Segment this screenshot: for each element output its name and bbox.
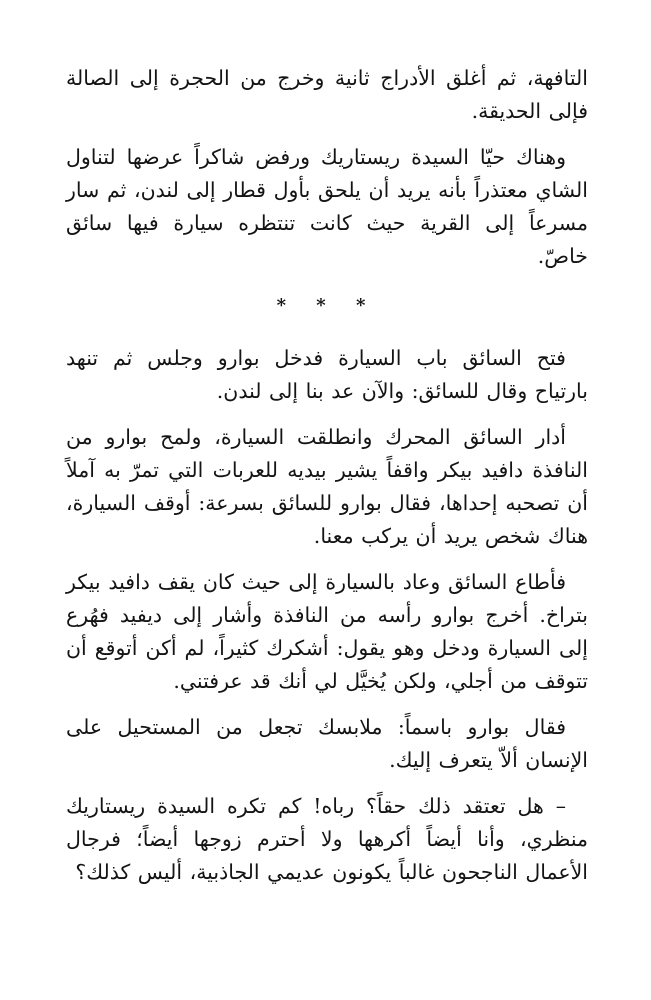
paragraph-3: فتح السائق باب السيارة فدخل بوارو وجلس ثم تنهد بارتياح وقال للسائق: والآن عد بنا إلى لندن. xyxy=(66,346,588,403)
paragraph-7: – هل تعتقد ذلك حقاً؟ رباه! كم تكره السيدة ريستاريك منظري، وأنا أيضاً أكرهها ولا أحترم زوجها أيضاً؛ فرجال الأعمال الناجحون غالباً يكونون عديمي الجاذبية، أليس كذلك؟ xyxy=(66,794,588,884)
paragraph-6: فقال بوارو باسماً: ملابسك تجعل من المستحيل على الإنسان ألاّ يتعرف إليك. xyxy=(66,715,588,772)
paragraph-5: فأطاع السائق وعاد بالسيارة إلى حيث كان يقف دافيد بيكر بتراخ. أخرج بوارو رأسه من النافذة وأشار إلى ديفيد فهُرع إلى السيارة ودخل وهو يقول: أشكرك كثيراً، لم أكن أتوقع أن تتوقف من أجلي، ولكن يُخيَّل لي أنك قد عرفتني. xyxy=(66,570,588,693)
paragraph-4: أدار السائق المحرك وانطلقت السيارة، ولمح بوارو من النافذة دافيد بيكر واقفاً يشير بيديه للعربات التي تمرّ به آملاً أن تصحبه إحداها، فقال بوارو للسائق بسرعة: أوقف السيارة، هناك شخص يريد أن يركب معنا. xyxy=(66,425,588,548)
section-separator: * * * xyxy=(276,295,378,316)
paragraph-2: وهناك حيّا السيدة ريستاريك ورفض شاكراً عرضها لتناول الشاي معتذراً بأنه يريد أن يلحق بأول قطار إلى لندن، ثم سار مسرعاً إلى القرية حيث كانت تنتظره سيارة فيها سائق خاصّ. xyxy=(66,145,588,268)
paragraph-1: التافهة، ثم أغلق الأدراج ثانية وخرج من الحجرة إلى الصالة فإلى الحديقة. xyxy=(66,66,588,123)
